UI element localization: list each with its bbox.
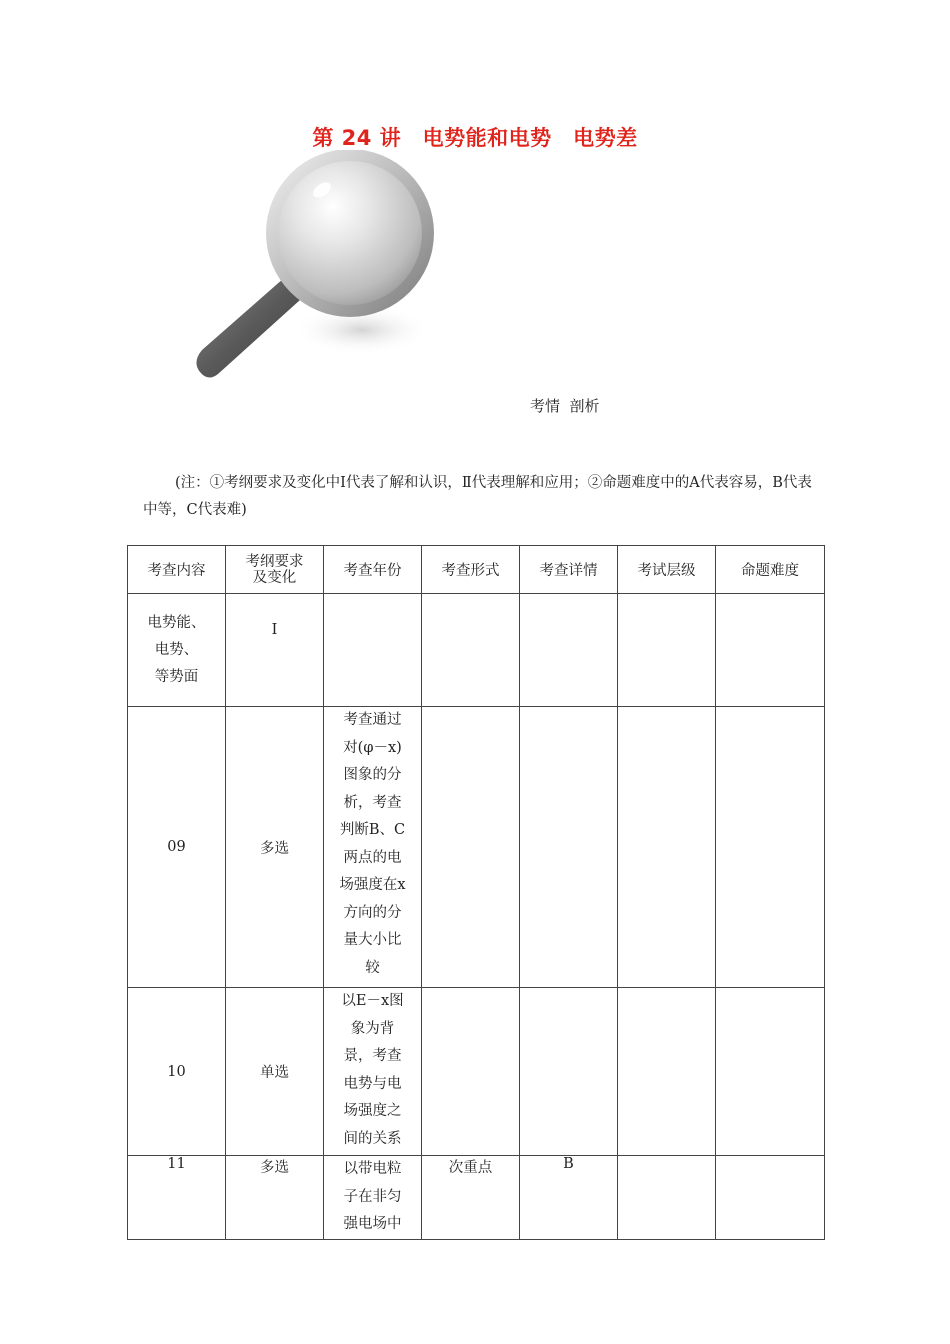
level-cell [618, 707, 716, 988]
content-cell [128, 594, 226, 707]
difficulty-cell [716, 707, 825, 988]
level-cell [618, 1156, 716, 1240]
content-cell: 09 [128, 707, 226, 988]
exam-analysis-table [127, 545, 825, 1240]
year-cell [324, 707, 422, 988]
cell-line: 析，考查 [343, 794, 402, 811]
requirement-cell: Ⅰ [226, 594, 324, 707]
content-cell: 11 [128, 1156, 226, 1240]
cell-line: 较 [365, 959, 380, 976]
cell-line: 电势与电 [343, 1075, 402, 1092]
header-cell: 命题难度 [716, 546, 825, 594]
detail-cell [520, 707, 618, 988]
cell-line: 判断B、C [339, 822, 406, 838]
requirement-cell: 多选 [226, 707, 324, 988]
header-cell: 考试层级 [618, 546, 716, 594]
cell-line: 以带电粒 [343, 1161, 402, 1177]
level-cell [618, 988, 716, 1156]
difficulty-cell [716, 1156, 825, 1240]
cell-line: 电势能、 [147, 614, 206, 631]
table-row [128, 594, 825, 707]
cell-line: 量大小比 [343, 932, 402, 948]
cell-line: 强电场中 [343, 1216, 402, 1232]
header-cell: 考查形式 [422, 546, 520, 594]
cell-line: 考查通过 [343, 712, 402, 728]
cell-line: 子在非匀 [343, 1188, 402, 1205]
form-cell [422, 707, 520, 988]
table-header-row [128, 546, 825, 594]
header-line: 及变化 [252, 569, 297, 586]
year-cell [324, 1156, 422, 1240]
form-cell [422, 988, 520, 1156]
cell-line: 图象的分 [343, 767, 402, 783]
cell-line: 景，考查 [343, 1048, 402, 1064]
table-row [128, 1156, 825, 1240]
header-cell: 考查年份 [324, 546, 422, 594]
cell-line: 对(φ－x) [343, 739, 402, 756]
requirement-cell: 单选 [226, 988, 324, 1156]
year-cell [324, 594, 422, 707]
form-cell [422, 594, 520, 707]
detail-cell [520, 988, 618, 1156]
level-cell [618, 594, 716, 707]
table-row [128, 707, 825, 988]
note-paragraph: (注：①考纲要求及变化中Ⅰ代表了解和认识，Ⅱ代表理解和应用；②命题难度中的A代表容易，B代表中等，C代表难) [143, 475, 812, 518]
table-row [128, 988, 825, 1156]
cell-line: 场强度之 [343, 1103, 402, 1119]
header-line: 考纲要求 [245, 553, 304, 570]
content-cell: 10 [128, 988, 226, 1156]
header-cell [226, 546, 324, 594]
difficulty-cell [716, 988, 825, 1156]
cell-line: 间的关系 [343, 1130, 402, 1147]
requirement-cell: 多选 [226, 1156, 324, 1240]
year-cell [324, 988, 422, 1156]
cell-line: 场强度在x [339, 877, 406, 893]
section-subtitle: 考情 剖析 [530, 397, 600, 415]
detail-cell: B [520, 1156, 618, 1240]
header-cell: 考查内容 [128, 546, 226, 594]
form-cell: 次重点 [422, 1156, 520, 1240]
cell-line: 象为背 [350, 1020, 395, 1037]
header-cell: 考查详情 [520, 546, 618, 594]
detail-cell [520, 594, 618, 707]
cell-line: 两点的电 [343, 849, 402, 866]
cell-line: 电势、 [154, 641, 199, 658]
page-title: 第 24 讲 电势能和电势 电势差 [312, 126, 638, 150]
magnifying-glass-icon [172, 150, 442, 400]
cell-line: 等势面 [154, 668, 199, 685]
difficulty-cell [716, 594, 825, 707]
cell-line: 方向的分 [343, 904, 402, 921]
cell-line: 以E－x图 [341, 993, 404, 1009]
